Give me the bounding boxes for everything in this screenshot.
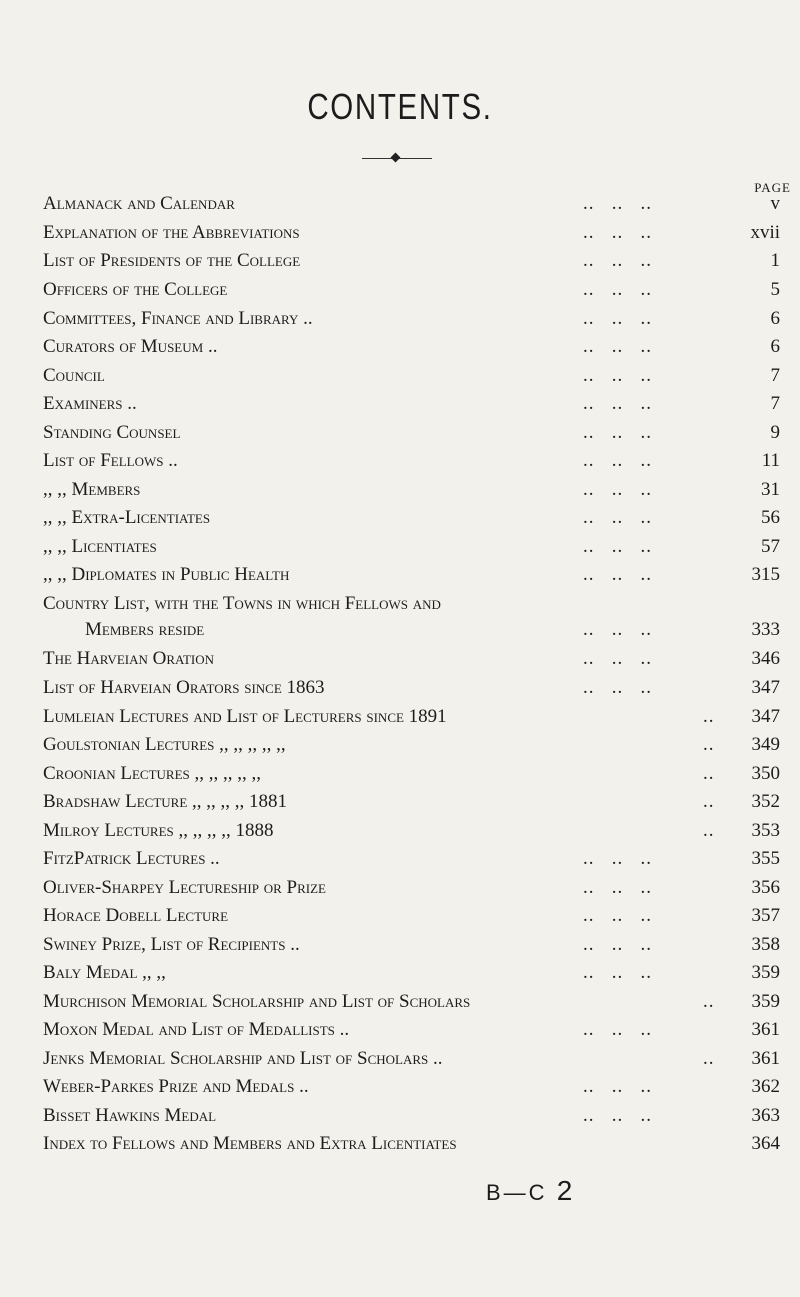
dot-leader: .. .. .. (583, 393, 652, 414)
toc-entry (43, 905, 780, 933)
entry-page: 357 (751, 905, 780, 926)
toc-entry (43, 648, 780, 676)
entry-title: Milroy Lectures ,, ,, ,, ,, 1888 (43, 820, 274, 841)
dot-leader: .. (703, 820, 715, 841)
entry-page: 6 (770, 336, 780, 357)
entry-page: xvii (750, 222, 780, 243)
dot-leader: .. (703, 763, 715, 784)
dot-leader: .. .. .. (583, 1076, 652, 1097)
toc-entry (43, 450, 780, 478)
entry-page: 315 (751, 564, 780, 585)
dot-leader: .. .. .. (583, 336, 652, 357)
entry-page: 359 (751, 991, 780, 1012)
dot-leader: .. .. .. (583, 279, 652, 300)
entry-page: 1 (770, 250, 780, 271)
entry-page: 359 (751, 962, 780, 983)
entry-title: Explanation of the Abbreviations (43, 222, 300, 243)
entry-title: Horace Dobell Lecture (43, 905, 229, 926)
toc-entry (43, 250, 780, 278)
dot-leader: .. .. .. (583, 222, 652, 243)
toc-entry (43, 619, 780, 647)
entry-title: Croonian Lectures ,, ,, ,, ,, ,, (43, 763, 262, 784)
dot-leader: .. .. .. (583, 422, 652, 443)
entry-page: 11 (761, 450, 780, 471)
toc-entry (43, 222, 780, 250)
toc-entry (43, 536, 780, 564)
toc-entry (43, 962, 780, 990)
toc-entry (43, 1048, 780, 1076)
entry-page: 362 (751, 1076, 780, 1097)
entry-title: ,, ,, Extra-Licentiates (43, 507, 211, 528)
toc-entry (43, 763, 780, 791)
entry-title: Jenks Memorial Scholarship and List of Scholars .. (43, 1048, 443, 1069)
toc-entry (43, 365, 780, 393)
entry-page: 356 (751, 877, 780, 898)
entry-page: 347 (751, 706, 780, 727)
entry-page: 361 (751, 1019, 780, 1040)
toc-entry (43, 593, 780, 621)
toc-entry (43, 393, 780, 421)
toc-entry (43, 336, 780, 364)
entry-title: List of Fellows .. (43, 450, 178, 471)
toc-entry (43, 564, 780, 592)
signature-number: 2 (556, 1175, 576, 1206)
entry-title: Curators of Museum .. (43, 336, 218, 357)
signature-letters: B—C (486, 1180, 548, 1205)
entry-page: 349 (751, 734, 780, 755)
entry-page: 353 (751, 820, 780, 841)
entry-page: 352 (751, 791, 780, 812)
entry-page: 358 (751, 934, 780, 955)
toc-entry (43, 934, 780, 962)
dot-leader: .. .. .. (583, 962, 652, 983)
dot-leader: .. .. .. (583, 677, 652, 698)
entry-title: Weber-Parkes Prize and Medals .. (43, 1076, 309, 1097)
entry-page: 361 (751, 1048, 780, 1069)
dot-leader: .. .. .. (583, 479, 652, 500)
entry-title: Country List, with the Towns in which Fellows and (43, 593, 441, 614)
entry-page: 9 (770, 422, 780, 443)
dot-leader: .. .. .. (583, 848, 652, 869)
dot-leader: .. .. .. (583, 365, 652, 386)
dot-leader: .. (703, 706, 715, 727)
entry-page: 6 (770, 308, 780, 329)
toc-entry (43, 422, 780, 450)
dot-leader: .. .. .. (583, 450, 652, 471)
page-title: CONTENTS. (307, 86, 493, 127)
dot-leader: .. (703, 991, 715, 1012)
entry-title: Examiners .. (43, 393, 137, 414)
entry-title: Bradshaw Lecture ,, ,, ,, ,, 1881 (43, 791, 288, 812)
dot-leader: .. (703, 791, 715, 812)
toc-entry (43, 1019, 780, 1047)
entry-title: Bisset Hawkins Medal (43, 1105, 217, 1126)
toc-entry (43, 308, 780, 336)
dot-leader: .. .. .. (583, 193, 652, 214)
toc-entry (43, 1076, 780, 1104)
ornament-divider (362, 158, 432, 159)
toc-entry (43, 479, 780, 507)
dot-leader: .. .. .. (583, 250, 652, 271)
toc-entry (43, 791, 780, 819)
entry-page: 347 (751, 677, 780, 698)
entry-title: Officers of the College (43, 279, 228, 300)
entry-page: 355 (751, 848, 780, 869)
toc-entry (43, 877, 780, 905)
entry-title: Swiney Prize, List of Recipients .. (43, 934, 300, 955)
entry-page: 7 (770, 365, 780, 386)
entry-page: 31 (761, 479, 780, 500)
entry-title: Moxon Medal and List of Medallists .. (43, 1019, 350, 1040)
dot-leader: .. (703, 1048, 715, 1069)
entry-title: Almanack and Calendar (43, 193, 235, 214)
entry-title: Council (43, 365, 105, 386)
toc-entry (43, 1133, 780, 1161)
entry-page: 7 (770, 393, 780, 414)
entry-page: 346 (751, 648, 780, 669)
dot-leader: .. .. .. (583, 308, 652, 329)
entry-page: v (770, 193, 780, 214)
dot-leader: .. .. .. (583, 619, 652, 640)
entry-page: 364 (751, 1133, 780, 1154)
entry-title: Committees, Finance and Library .. (43, 308, 313, 329)
toc-entry (43, 1105, 780, 1133)
entry-page: 333 (751, 619, 780, 640)
entry-title: FitzPatrick Lectures .. (43, 848, 220, 869)
dot-leader: .. .. .. (583, 877, 652, 898)
dot-leader: .. .. .. (583, 564, 652, 585)
entry-title: Murchison Memorial Scholarship and List of Scholars (43, 991, 471, 1012)
toc-entry (43, 677, 780, 705)
entry-page: 363 (751, 1105, 780, 1126)
dot-leader: .. .. .. (583, 934, 652, 955)
page-column-header: PAGE (754, 180, 791, 195)
signature-mark (486, 1175, 575, 1207)
entry-title: The Harveian Oration (43, 648, 214, 669)
entry-page: 5 (770, 279, 780, 300)
toc-entry (43, 279, 780, 307)
entry-page: 350 (751, 763, 780, 784)
entry-title: ,, ,, Licentiates (43, 536, 157, 557)
toc-entry (43, 193, 780, 221)
dot-leader: .. .. .. (583, 648, 652, 669)
toc-entry (43, 848, 780, 876)
entry-title: Lumleian Lectures and List of Lecturers since 1891 (43, 706, 447, 727)
dot-leader: .. .. .. (583, 507, 652, 528)
toc-entry (43, 706, 780, 734)
entry-page: 56 (761, 507, 780, 528)
dot-leader: .. .. .. (583, 905, 652, 926)
entry-title: Goulstonian Lectures ,, ,, ,, ,, ,, (43, 734, 286, 755)
entry-title: Members reside (85, 619, 205, 640)
dot-leader: .. .. .. (583, 1019, 652, 1040)
entry-title: ,, ,, Members (43, 479, 141, 500)
entry-title: List of Harveian Orators since 1863 (43, 677, 325, 698)
dot-leader: .. .. .. (583, 536, 652, 557)
entry-title: Oliver-Sharpey Lectureship or Prize (43, 877, 326, 898)
entry-title: Baly Medal ,, ,, (43, 962, 166, 983)
entry-title: ,, ,, Diplomates in Public Health (43, 564, 290, 585)
toc-entry (43, 734, 780, 762)
entry-page: 57 (761, 536, 780, 557)
entry-title: Index to Fellows and Members and Extra Licentiates (43, 1133, 457, 1154)
toc-entry (43, 820, 780, 848)
entry-title: Standing Counsel (43, 422, 181, 443)
dot-leader: .. .. .. (583, 1105, 652, 1126)
toc-entry (43, 991, 780, 1019)
toc-entry (43, 507, 780, 535)
entry-title: List of Presidents of the College (43, 250, 301, 271)
dot-leader: .. (703, 734, 715, 755)
